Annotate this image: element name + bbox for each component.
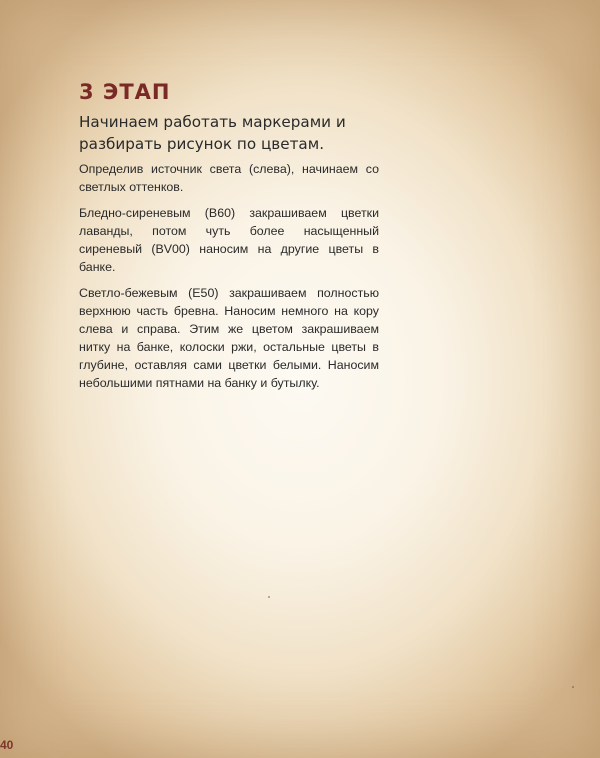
body-text — [79, 160, 379, 400]
stage-title: 3 ЭТАП — [79, 80, 171, 104]
paper-speck — [572, 686, 574, 688]
paper-speck — [268, 596, 270, 598]
paragraph-light-source: Определив источник света (слева), начинаем со светлых оттенков. — [79, 162, 379, 194]
paragraph-beige: Светло-бежевым (E50) закрашиваем полностью верхнюю часть бревна. Наносим немного на кору слева и справа. Этим же цветом закрашиваем нитку на банке, колоски ржи, остальные цветы в глубине, оставляя сами цветки белыми. Наносим небольшими пятнами на банку и бутылку. — [79, 286, 379, 390]
paragraph-lavender: Бледно-сиреневым (B60) закрашиваем цветки лаванды, потом чуть более насыщенный сиреневый (BV00) наносим на другие цветы в банке. — [79, 206, 379, 274]
page-number: 40 — [0, 738, 14, 752]
stage-subtitle: Начинаем работать маркерами и разбирать рисунок по цветам. — [79, 113, 346, 153]
